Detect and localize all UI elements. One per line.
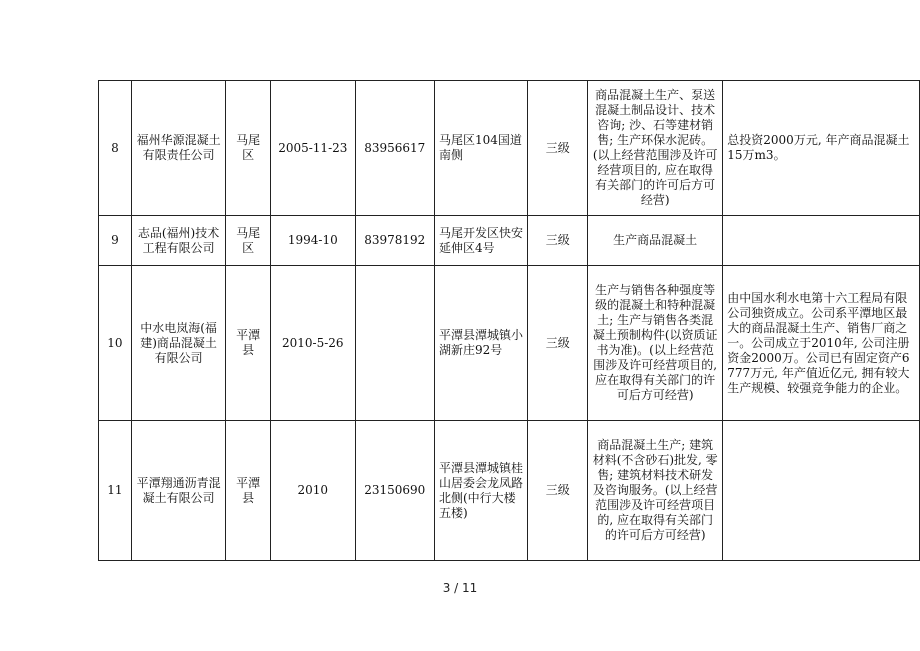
phone: 23150690 bbox=[355, 421, 434, 561]
founded-date: 2005-11-23 bbox=[271, 81, 355, 216]
page-number: 3 / 11 bbox=[442, 581, 478, 595]
founded-date: 1994-10 bbox=[271, 216, 355, 266]
qualification-level: 三级 bbox=[528, 266, 588, 421]
row-number: 11 bbox=[99, 421, 132, 561]
phone: 83956617 bbox=[355, 81, 434, 216]
phone: 83978192 bbox=[355, 216, 434, 266]
business-scope: 生产与销售各种强度等级的混凝土和特种混凝土; 生产与销售各类混凝土预制构件(以资质证书为准)。(以上经营范围涉及许可经营项目的, 应在取得有关部门的许可后方可经营) bbox=[588, 266, 723, 421]
address: 马尾开发区快安延伸区4号 bbox=[434, 216, 527, 266]
row-number: 10 bbox=[99, 266, 132, 421]
founded-date: 2010-5-26 bbox=[271, 266, 355, 421]
district: 马尾区 bbox=[226, 81, 271, 216]
business-scope: 商品混凝土生产; 建筑材料(不含砂石)批发, 零售; 建筑材料技术研发及咨询服务。(以上经营范围涉及许可经营项目的, 应在取得有关部门的许可后方可经营) bbox=[588, 421, 723, 561]
qualification-level: 三级 bbox=[528, 81, 588, 216]
founded-date: 2010 bbox=[271, 421, 355, 561]
district: 马尾区 bbox=[226, 216, 271, 266]
company-note: 总投资2000万元, 年产商品混凝土15万m3。 bbox=[723, 81, 920, 216]
row-number: 9 bbox=[99, 216, 132, 266]
company-table bbox=[98, 80, 920, 561]
address: 平潭县潭城镇桂山居委会龙凤路北侧(中行大楼五楼) bbox=[434, 421, 527, 561]
address: 平潭县潭城镇小湖新庄92号 bbox=[434, 266, 527, 421]
district: 平潭县 bbox=[226, 421, 271, 561]
table-row bbox=[99, 421, 920, 561]
phone bbox=[355, 266, 434, 421]
table-row bbox=[99, 266, 920, 421]
business-scope: 生产商品混凝土 bbox=[588, 216, 723, 266]
company-name: 平潭翔通沥青混凝土有限公司 bbox=[131, 421, 225, 561]
row-number: 8 bbox=[99, 81, 132, 216]
table-row bbox=[99, 216, 920, 266]
company-note: 由中国水利水电第十六工程局有限公司独资成立。公司系平潭地区最大的商品混凝土生产、销售厂商之一。公司成立于2010年, 公司注册资金2000万。公司已有固定资产6777万元, 年产值近亿元, 拥有较大生产规模、较强竞争能力的企业。 bbox=[723, 266, 920, 421]
qualification-level: 三级 bbox=[528, 421, 588, 561]
district: 平潭县 bbox=[226, 266, 271, 421]
company-note bbox=[723, 421, 920, 561]
company-name: 福州华源混凝土有限责任公司 bbox=[131, 81, 225, 216]
qualification-level: 三级 bbox=[528, 216, 588, 266]
address: 马尾区104国道南侧 bbox=[434, 81, 527, 216]
table-row bbox=[99, 81, 920, 216]
company-name: 志品(福州)技术工程有限公司 bbox=[131, 216, 225, 266]
company-name: 中水电岚海(福建)商品混凝土有限公司 bbox=[131, 266, 225, 421]
company-note bbox=[723, 216, 920, 266]
business-scope: 商品混凝土生产、泵送混凝土制品设计、技术咨询; 沙、石等建材销售; 生产环保水泥砖。(以上经营范围涉及许可经营项目的, 应在取得有关部门的许可后方可经营) bbox=[588, 81, 723, 216]
